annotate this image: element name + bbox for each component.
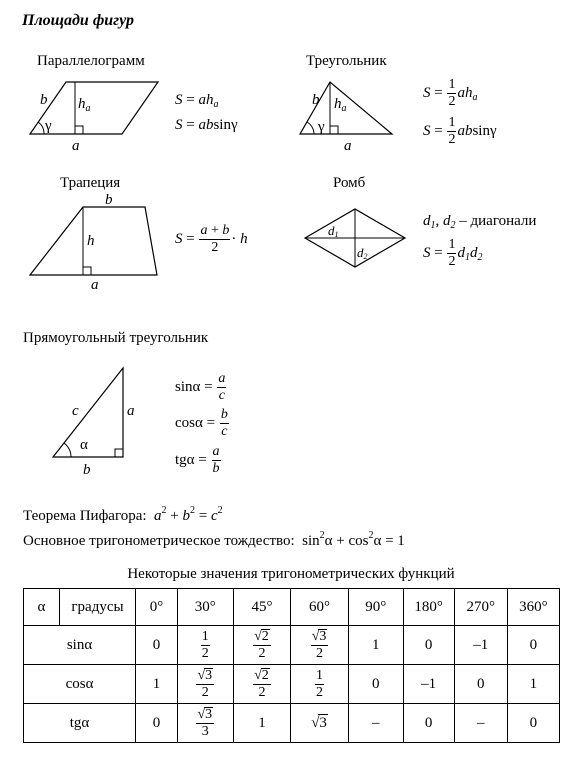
value-cell: 1 xyxy=(136,665,178,704)
right-triangle-figure xyxy=(45,360,140,478)
header-cell: 270° xyxy=(454,589,507,626)
parallelogram-label: Параллелограмм xyxy=(37,53,145,69)
sin-definition: sinα = $\frac{a}{c}$ xyxy=(175,371,226,403)
svg-text:a: a xyxy=(127,403,135,419)
function-cell: cosα xyxy=(24,665,136,704)
value-cell: $\frac{√3}{2}$ xyxy=(177,665,233,704)
header-cell: 90° xyxy=(348,589,403,626)
value-cell: 1 xyxy=(348,626,403,665)
triangle-formula-2: S = $\frac{1}{2}$ absinγ xyxy=(423,115,497,147)
value-cell: –1 xyxy=(403,665,454,704)
svg-text:ha: $h_a$ xyxy=(334,96,347,114)
svg-text:a: a xyxy=(72,138,80,151)
rhombus-label: Ромб xyxy=(333,175,366,191)
header-cell: 0° xyxy=(136,589,178,626)
header-cell: α xyxy=(24,589,60,626)
tg-definition: tgα = $\frac{a}{b}$ xyxy=(175,444,220,476)
header-cell: градусы xyxy=(59,589,135,626)
value-cell: $\frac{√3}{3}$ xyxy=(177,704,233,743)
trig-values-table xyxy=(23,588,560,743)
svg-text:a: a xyxy=(344,138,352,151)
value-cell: 0 xyxy=(136,704,178,743)
value-cell: – xyxy=(454,704,507,743)
svg-text:d1: d1 xyxy=(328,223,339,239)
value-cell: 1 xyxy=(507,665,559,704)
header-cell: 45° xyxy=(233,589,291,626)
value-cell: $\frac{√2}{2}$ xyxy=(233,665,291,704)
svg-text:γ: γ xyxy=(318,119,325,135)
trig-identity: Основное тригонометрическое тождество: $\sin^2\alpha + \cos^2\alpha = 1$ xyxy=(23,530,405,549)
triangle-label: Треугольник xyxy=(306,53,387,69)
function-cell: sinα xyxy=(24,626,136,665)
svg-text:a: a xyxy=(91,277,99,290)
value-cell: 0 xyxy=(403,626,454,665)
value-cell: 0 xyxy=(403,704,454,743)
svg-text:γ: γ xyxy=(45,118,52,134)
header-cell: 180° xyxy=(403,589,454,626)
rhombus-formula: S = $\frac{1}{2}$ $d_1d_2$ xyxy=(423,237,483,269)
table-row-tg xyxy=(24,704,560,743)
triangle-formula-1: S = $\frac{1}{2}$ $ah_a$ xyxy=(423,77,478,109)
table-row-cos xyxy=(24,665,560,704)
svg-text:b: b xyxy=(40,92,48,108)
function-cell: tgα xyxy=(24,704,136,743)
value-cell: $\frac{√3}{2}$ xyxy=(291,626,349,665)
value-cell: 1 xyxy=(233,704,291,743)
header-cell: 360° xyxy=(507,589,559,626)
svg-text:c: c xyxy=(72,403,79,419)
svg-text:b: b xyxy=(83,462,91,478)
trapezoid-figure xyxy=(25,192,165,290)
table-row-sin xyxy=(24,626,560,665)
triangle-figure xyxy=(290,76,410,151)
trapezoid-formula: S = $\frac{a + b}{2}$ · h xyxy=(175,223,248,255)
svg-text:ha: $h_a$ xyxy=(78,96,91,114)
svg-text:b: b xyxy=(312,92,320,108)
page-title: Площади фигур xyxy=(22,12,134,29)
svg-text:b: b xyxy=(105,192,113,208)
rhombus-diagonals-note: $d_1$, $d_2$ – диагонали xyxy=(423,213,537,231)
cos-definition: cosα = $\frac{b}{c}$ xyxy=(175,407,228,439)
value-cell: 0 xyxy=(454,665,507,704)
value-cell: 0 xyxy=(507,704,559,743)
table-caption: Некоторые значения тригонометрических функций xyxy=(127,566,455,582)
trapezoid-label: Трапеция xyxy=(60,175,121,191)
right-triangle-label: Прямоугольный треугольник xyxy=(23,330,209,346)
value-cell: $\frac{1}{2}$ xyxy=(291,665,349,704)
svg-text:α: α xyxy=(80,437,88,453)
header-cell: 30° xyxy=(177,589,233,626)
value-cell: $\frac{1}{2}$ xyxy=(177,626,233,665)
value-cell: $\frac{√2}{2}$ xyxy=(233,626,291,665)
svg-text:h: h xyxy=(87,233,95,249)
parallelogram-formula-1: $S = ah_a$ xyxy=(175,92,219,110)
value-cell: 0 xyxy=(136,626,178,665)
header-cell: 60° xyxy=(291,589,349,626)
value-cell: 0 xyxy=(507,626,559,665)
value-cell: –1 xyxy=(454,626,507,665)
pythagoras-theorem: Теорема Пифагора: $a^2 + b^2 = c^2$ xyxy=(23,505,223,524)
value-cell: √3 xyxy=(291,704,349,743)
parallelogram-formula-2: S = absinγ xyxy=(175,117,238,133)
rhombus-figure xyxy=(300,205,415,275)
svg-text:d2: d2 xyxy=(357,245,368,261)
value-cell: – xyxy=(348,704,403,743)
parallelogram-figure xyxy=(20,76,165,151)
value-cell: 0 xyxy=(348,665,403,704)
table-header-row xyxy=(24,589,560,626)
